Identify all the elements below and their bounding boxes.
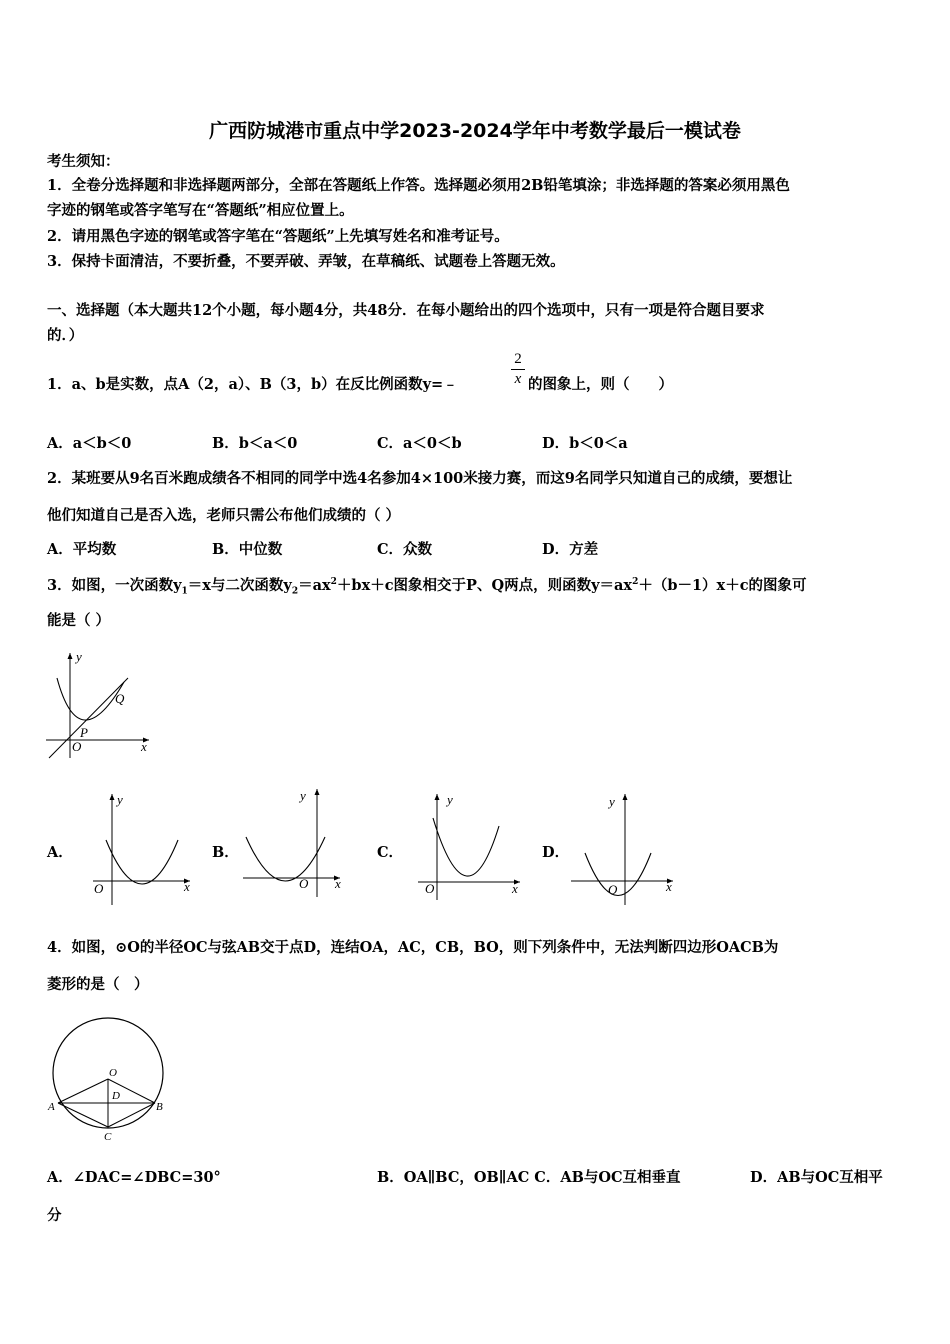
q3a-x-label: x	[184, 879, 190, 894]
q2-option-c: C．众数	[377, 541, 433, 558]
q3-option-c-graph	[415, 790, 530, 910]
notice-heading: 考生须知：	[47, 153, 120, 170]
q3-option-d: D．	[542, 844, 570, 861]
q3-stem-part-4: ＋bx＋c图象相交于P、Q两点，则函数y＝ax	[336, 576, 633, 594]
q2-stem-line-1: 2．某班要从9名百米跑成绩各不相同的同学中选4名参加4×100米接力赛，而这9名同学只知道自己的成绩，要想让	[47, 470, 793, 487]
q3c-origin-label: O	[425, 881, 435, 896]
q3c-x-label: x	[512, 881, 518, 896]
q3a-y-label: y	[117, 792, 123, 807]
q1-stem: 1．a、b是实数，点A（2，a）、B（3，b）在反比例函数y=﹣	[47, 376, 458, 393]
q2-stem-line-2: 他们知道自己是否入选，老师只需公布他们成绩的（ ）	[47, 507, 401, 524]
q2-option-b: B．中位数	[212, 541, 283, 558]
q4-fig-a-label: A	[48, 1101, 55, 1113]
q3b-x-label: x	[335, 876, 341, 891]
q1-frac-numerator: 2	[511, 351, 525, 370]
q2-option-d: D．方差	[542, 541, 599, 558]
q4-option-b-c: B．OA∥BC，OB∥AC C．AB与OC互相垂直	[377, 1169, 681, 1186]
q1-fraction	[511, 351, 525, 388]
q3-stem-line-1	[47, 578, 807, 597]
q1-option-d: D．b＜0＜a	[542, 435, 628, 452]
q1-stem-end: 的图象上，则（ ）	[528, 376, 673, 393]
q3-fig-origin-label: O	[72, 739, 82, 754]
q3-sub-1: 1	[181, 586, 188, 597]
q3-option-c: C．	[377, 844, 404, 861]
q4-circle-figure	[45, 1015, 175, 1145]
q4-fig-o-label: O	[109, 1067, 117, 1079]
q4-fig-b-label: B	[156, 1101, 163, 1113]
q4-option-d: D．AB与OC互相平	[750, 1169, 883, 1186]
q3-stem-part-5: ＋（b－1）x＋c的图象可	[638, 576, 807, 594]
q4-option-d-continued: 分	[47, 1207, 62, 1224]
q3b-y-label: y	[300, 788, 306, 803]
q3-sub-2: 2	[291, 586, 299, 597]
q3-stem-line-2: 能是（ ）	[47, 612, 111, 629]
q1-frac-denominator: x	[514, 371, 522, 387]
q3d-origin-label: O	[608, 882, 618, 897]
q4-fig-c-label: C	[104, 1131, 112, 1143]
q3-option-d-graph	[568, 790, 683, 910]
q3-exp-1: 2	[330, 577, 337, 587]
section-heading-line-1: 一、选择题（本大题共12个小题，每小题4分，共48分．在每小题给出的四个选项中，只有一项是符合题目要求	[47, 302, 765, 319]
q3-stem-part-1: 3．如图，一次函数y	[47, 576, 182, 594]
q3-fig-x-label: x	[141, 739, 147, 754]
q1-option-a: A．a＜b＜0	[47, 435, 132, 452]
notice-line-1a: 1．全卷分选择题和非选择题两部分，全部在答题纸上作答。选择题必须用2B铅笔填涂；非选择题的答案必须用黑色	[47, 177, 790, 194]
q3d-y-label: y	[609, 794, 615, 809]
q3c-y-label: y	[447, 792, 453, 807]
q1-option-b: B．b＜a＜0	[212, 435, 298, 452]
page-title: 广西防城港市重点中学2023-2024学年中考数学最后一模试卷	[209, 120, 741, 142]
q3-fig-p-label: P	[80, 725, 88, 740]
q3b-origin-label: O	[299, 876, 309, 891]
notice-line-3: 3．保持卡面清洁，不要折叠，不要弄破、弄皱，在草稿纸、试题卷上答题无效。	[47, 253, 565, 270]
q3-fig-y-label: y	[76, 649, 82, 664]
q3-option-a-graph	[90, 790, 200, 910]
q3-option-a: A．	[47, 844, 73, 861]
q4-fig-d-label: D	[112, 1090, 120, 1102]
q4-stem-line-1: 4．如图，⊙O的半径OC与弦AB交于点D，连结OA，AC，CB，BO，则下列条件中，无法判断四边形OACB为	[47, 939, 779, 956]
q3-option-b-graph	[240, 785, 350, 905]
q3-exp-2: 2	[632, 577, 639, 587]
q3a-origin-label: O	[94, 881, 104, 896]
q1-option-c: C．a＜0＜b	[377, 435, 462, 452]
q4-stem-line-2: 菱形的是（ ）	[47, 976, 149, 993]
q3-fig-q-label: Q	[115, 691, 125, 706]
q3-stem-part-3: ＝ax	[298, 576, 331, 594]
q3-option-b: B．	[212, 844, 239, 861]
section-heading-line-2: 的．）	[47, 327, 84, 344]
notice-line-2: 2．请用黑色字迹的钢笔或答字笔在“答题纸”上先填写姓名和准考证号。	[47, 228, 509, 245]
q3-main-figure	[44, 648, 159, 763]
q4-option-a: A．∠DAC=∠DBC=30°	[47, 1169, 221, 1186]
q2-option-a: A．平均数	[47, 541, 117, 558]
q3d-x-label: x	[666, 879, 672, 894]
q3-stem-part-2: ＝x与二次函数y	[187, 576, 292, 594]
notice-line-1b: 字迹的钢笔或答字笔写在“答题纸”相应位置上。	[47, 202, 354, 219]
